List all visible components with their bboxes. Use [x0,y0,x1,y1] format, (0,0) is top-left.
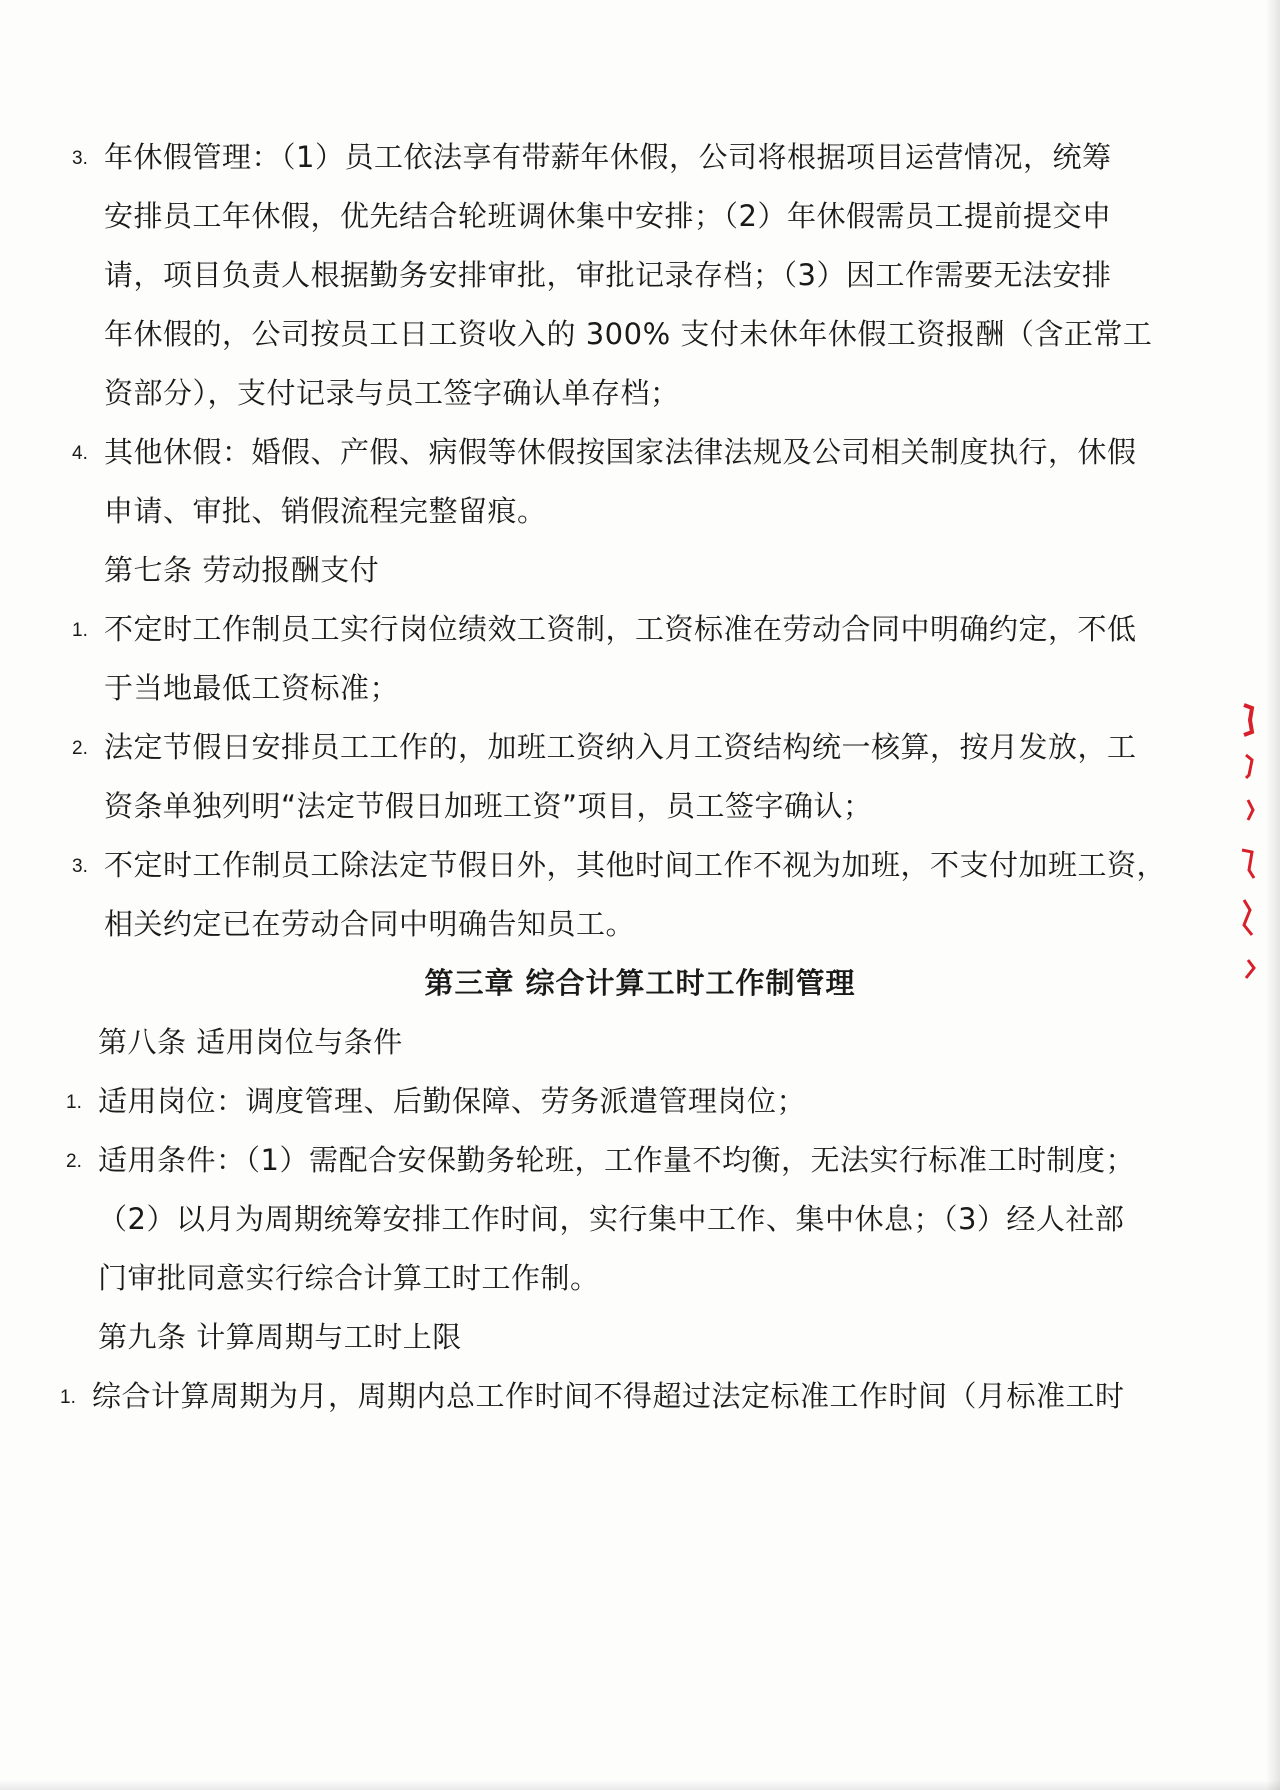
text-line: 申请、审批、销假流程完整留痕。 [104,494,547,528]
article-heading: 第八条 适用岗位与条件 [98,1025,403,1059]
text-line: 其他休假：婚假、产假、病假等休假按国家法律法规及公司相关制度执行，休假 [104,435,1137,469]
item-number: 1. [66,1092,82,1113]
text-line: 年休假的，公司按员工日工资收入的 300% 支付未休年休假工资报酬（含正常工 [104,317,1153,351]
text-line: 请，项目负责人根据勤务安排审批，审批记录存档；（3）因工作需要无法安排 [104,258,1112,292]
item-number: 3. [72,148,88,169]
item-number: 2. [72,738,88,759]
text-line: 综合计算周期为月，周期内总工作时间不得超过法定标准工作时间（月标准工时 [92,1379,1125,1413]
text-line: 于当地最低工资标准； [104,671,400,705]
text-line: 资部分），支付记录与员工签字确认单存档； [104,376,680,410]
text-line: 适用岗位：调度管理、后勤保障、劳务派遣管理岗位； [98,1084,807,1118]
page-edge-shadow [1266,0,1280,1790]
item-number: 2. [66,1151,82,1172]
article-heading: 第七条 劳动报酬支付 [104,553,380,587]
seal-stamp-fragment [1222,700,1262,1000]
text-line: 法定节假日安排员工工作的，加班工资纳入月工资结构统一核算，按月发放，工 [104,730,1137,764]
item-number: 1. [60,1387,76,1408]
text-line: （2）以月为周期统筹安排工作时间，实行集中工作、集中休息；（3）经人社部 [98,1202,1125,1236]
text-line: 安排员工年休假，优先结合轮班调休集中安排；（2）年休假需员工提前提交申 [104,199,1112,233]
page-bottom-shadow [0,1780,1280,1790]
item-number: 4. [72,443,88,464]
item-number: 1. [72,620,88,641]
text-line: 不定时工作制员工实行岗位绩效工资制，工资标准在劳动合同中明确约定，不低 [104,612,1137,646]
text-line: 不定时工作制员工除法定节假日外，其他时间工作不视为加班，不支付加班工资， [104,848,1167,882]
text-line: 年休假管理：（1）员工依法享有带薪年休假，公司将根据项目运营情况，统筹 [104,140,1112,174]
text-line: 适用条件：（1）需配合安保勤务轮班，工作量不均衡，无法实行标准工时制度； [98,1143,1135,1177]
text-line: 资条单独列明“法定节假日加班工资”项目，员工签字确认； [104,789,873,823]
chapter-title: 第三章 综合计算工时工作制管理 [424,966,856,1000]
article-heading: 第九条 计算周期与工时上限 [98,1320,462,1354]
text-line: 门审批同意实行综合计算工时工作制。 [98,1261,600,1295]
text-line: 相关约定已在劳动合同中明确告知员工。 [104,907,636,941]
item-number: 3. [72,856,88,877]
